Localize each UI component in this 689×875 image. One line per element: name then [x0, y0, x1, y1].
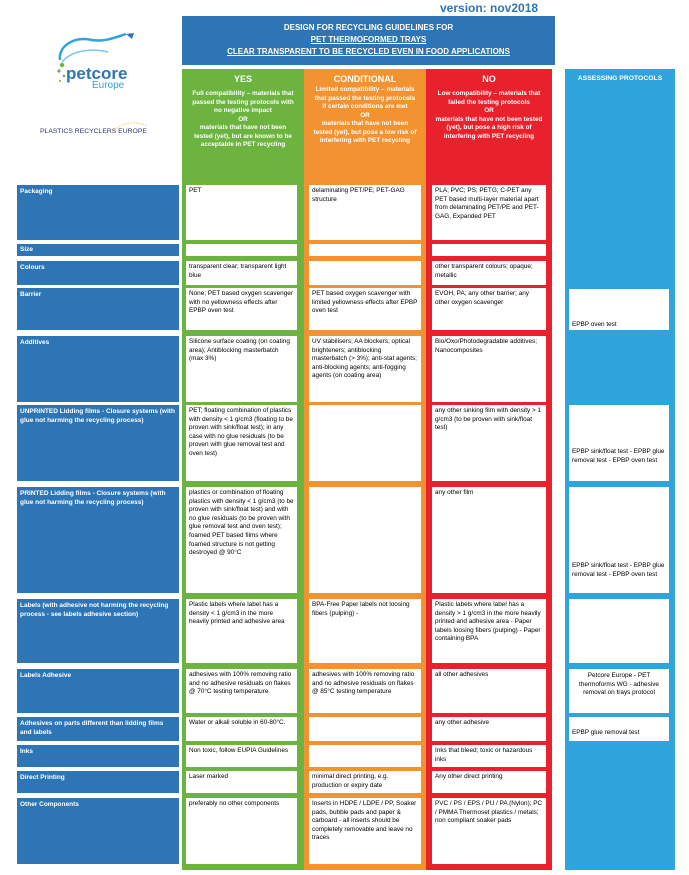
cell-additives-conditional: UV stabilisers; AA blockers; optical brighteners; antiblocking masterbatch (> 3%); anti-stat agents; anti-blocking agents; anti-fogging agents (on coating area) — [309, 336, 421, 402]
cell-other-components-conditional: Inserts in HDPE / LDPE / PP, Soaker pads, bubble pads and paper & carboard - all inserts should be completely removable and leave no traces — [309, 798, 421, 864]
row-label-unprinted-lidding-films: UNPRINTED Lidding films - Closure systems (with glue not harming the recycling process) — [17, 405, 179, 481]
cell-labels-no: Plastic labels where label has a density > 1 g/cm3 in the more heavily printed and adhesive area - Paper labels loosing fibers (pulping) - Paper containing BPA — [432, 599, 546, 663]
yes-column-title: YES — [233, 74, 252, 84]
cell-labels-adhesive-yes: adhesives with 100% removing ratio and no adhesive residuals on flakes @ 70°C testing temperature — [186, 669, 297, 713]
cell-inks-conditional — [309, 745, 421, 767]
row-label-labels: Labels (with adhesive not harming the recycling process - see labels adhesive section) — [17, 599, 179, 663]
cell-printed-lidding-yes: plastics or combination of floating plastics with density < 1 g/cm3 (to be proven with sink/float test) and with no glue residuals (to be proven with glue removal test and oven test); foamed PET based films where foamed structure is not getting destroyed @ 90°C — [186, 487, 297, 593]
cell-size-no — [432, 244, 546, 256]
cell-unprinted-lidding-no: any other sinking film with density > 1 g/cm3 (to be proven with sink/float test) — [432, 405, 546, 481]
cell-labels-yes: Plastic labels where label has a density < 1 g/cm3 in the more heavily printed and adhesive area — [186, 599, 297, 663]
assess-adhesives-other: EPBP glue removal test — [569, 717, 669, 741]
pre-wordmark: PLASTICS RECYCLERS EUROPE — [40, 128, 147, 135]
cell-barrier-yes: None; PET based oxygen scavenger with no yellowness effects after EPBP oven test — [186, 288, 297, 330]
cell-size-yes — [186, 244, 297, 256]
cell-barrier-no: EVOH, PA; any other barrier; any other oxygen scavenger — [432, 288, 546, 330]
row-label-additives: Additives — [17, 336, 179, 402]
cell-barrier-conditional: PET based oxygen scavenger with limited yellowness effects after EPBP oven test — [309, 288, 421, 330]
petcore-wordmark: petcore — [66, 64, 128, 83]
row-label-colours: Colours — [17, 261, 179, 285]
cell-printed-lidding-no: any other film — [432, 487, 546, 593]
conditional-column-description: Limited compatibility – materials that passed the testing protocols if certain conditions are met OR materials that have not been tested (yet), but pose a low risk of interfering with PET recycling — [313, 86, 417, 144]
version-label: version: nov2018 — [440, 1, 539, 15]
cell-adhesives-other-no: any other adhesive — [432, 717, 546, 741]
cell-colours-yes: transparent clear; transparent light blue — [186, 261, 297, 285]
conditional-column-title: CONDITIONAL — [333, 74, 397, 84]
cell-unprinted-lidding-yes: PET; floating combination of plastics with density < 1 g/cm3 (floating to be proven with sink/float test); in any case with no glue residuals (to be proven with glue removal test and oven test) — [186, 405, 297, 481]
assess-labels-adhesive: Petcore Europe - PET thermoforms WG - adhesive removal on trays protocol — [569, 669, 669, 713]
cell-inks-yes: Non toxic, follow EUPIA Guidelines — [186, 745, 297, 767]
petcore-wordmark-sub: Europe — [92, 80, 125, 91]
document-header — [182, 16, 555, 65]
assess-barrier: EPBP oven test — [569, 289, 669, 330]
row-label-inks: Inks — [17, 745, 179, 767]
plastics-recyclers-europe-logo — [40, 126, 170, 146]
yes-column-description: Full compatibility – materials that passed the testing protocols with no negative impact OR materials that have not been tested (yet), but are known to be acceptable in PET recycling — [192, 90, 294, 148]
row-label-barrier: Barrier — [17, 288, 179, 330]
assessing-protocols-title: ASSESSING PROTOCOLS — [577, 75, 663, 82]
cell-adhesives-other-yes: Water or alkali soluble in 60-80°C. — [186, 717, 297, 741]
assess-labels — [569, 599, 669, 663]
cell-other-components-yes: preferably no other components — [186, 798, 297, 864]
cell-additives-yes: Silicone surface coating (on coating area); Antiblocking masterbatch (max 3%) — [186, 336, 297, 402]
header-scope: CLEAR TRANSPARENT TO BE RECYCLED EVEN IN FOOD APPLICATIONS — [227, 47, 510, 56]
cell-labels-conditional: BPA-Free Paper labels not loosing fibers (pulping) - — [309, 599, 421, 663]
row-label-printed-lidding-films: PRINTED Lidding films - Closure systems (with glue not harming the recycling process) — [17, 487, 179, 593]
assess-printed-lidding: EPBP sink/float test - EPBP glue removal test - EPBP oven test — [569, 487, 669, 593]
cell-adhesives-other-conditional — [309, 717, 421, 741]
header-subtitle: PET THERMOFORMED TRAYS — [310, 35, 427, 44]
cell-unprinted-lidding-conditional — [309, 405, 421, 481]
cell-direct-printing-no: Any other direct printing — [432, 771, 546, 793]
cell-colours-conditional — [309, 261, 421, 285]
cell-packaging-no: PLA; PVC; PS; PETG; C-PET any PET based multi-layer material apart from delaminating PET/PE and PET-GAG, Expanded PET — [432, 185, 546, 240]
row-label-direct-printing: Direct Printing — [17, 771, 179, 793]
header-title: DESIGN FOR RECYCLING GUIDELINES FOR — [283, 23, 454, 32]
cell-inks-no: Inks that bleed; toxic or hazardous inks — [432, 745, 546, 767]
cell-size-conditional — [309, 244, 421, 256]
petcore-logo — [52, 32, 152, 94]
cell-other-components-no: PVC / PS / EPS / PU / PA (Nylon); PC / PMMA Thermoset plastics / metals; non compliant soaker pads — [432, 798, 546, 864]
cell-packaging-conditional: delaminating PET/PE; PET-GAG structure — [309, 185, 421, 240]
no-column-description: Low compatibility – materials that failed the testing protocols OR materials that have not been tested (yet), but pose a high risk of interfering with PET recycling — [435, 90, 543, 140]
eu-stars-icon — [112, 120, 152, 132]
cell-packaging-yes: PET — [186, 185, 297, 240]
row-label-packaging: Packaging — [17, 185, 179, 240]
no-column-title: NO — [482, 74, 496, 84]
cell-labels-adhesive-conditional: adhesives with 100% removing ratio and no adhesive residuals on flakes @ 85°C testing temperature — [309, 669, 421, 713]
row-label-other-components: Other Components — [17, 798, 179, 864]
cell-direct-printing-conditional: minimal direct printing, e.g. production or expiry date — [309, 771, 421, 793]
row-label-size: Size — [17, 244, 179, 256]
cell-colours-no: other transparent colours; opaque; metallic — [432, 261, 546, 285]
row-label-labels-adhesive: Labels Adhesive — [17, 669, 179, 713]
cell-additives-no: Bio/Oxo/Photodegradable additives; Nanocomposites — [432, 336, 546, 402]
cell-direct-printing-yes: Laser marked — [186, 771, 297, 793]
assess-unprinted-lidding: EPBP sink/float test - EPBP glue removal test - EPBP oven test — [569, 405, 669, 481]
cell-labels-adhesive-no: all other adhesives — [432, 669, 546, 713]
row-label-adhesives-other-parts: Adhesives on parts different than lidding films and labels — [17, 717, 179, 741]
cell-printed-lidding-conditional — [309, 487, 421, 593]
